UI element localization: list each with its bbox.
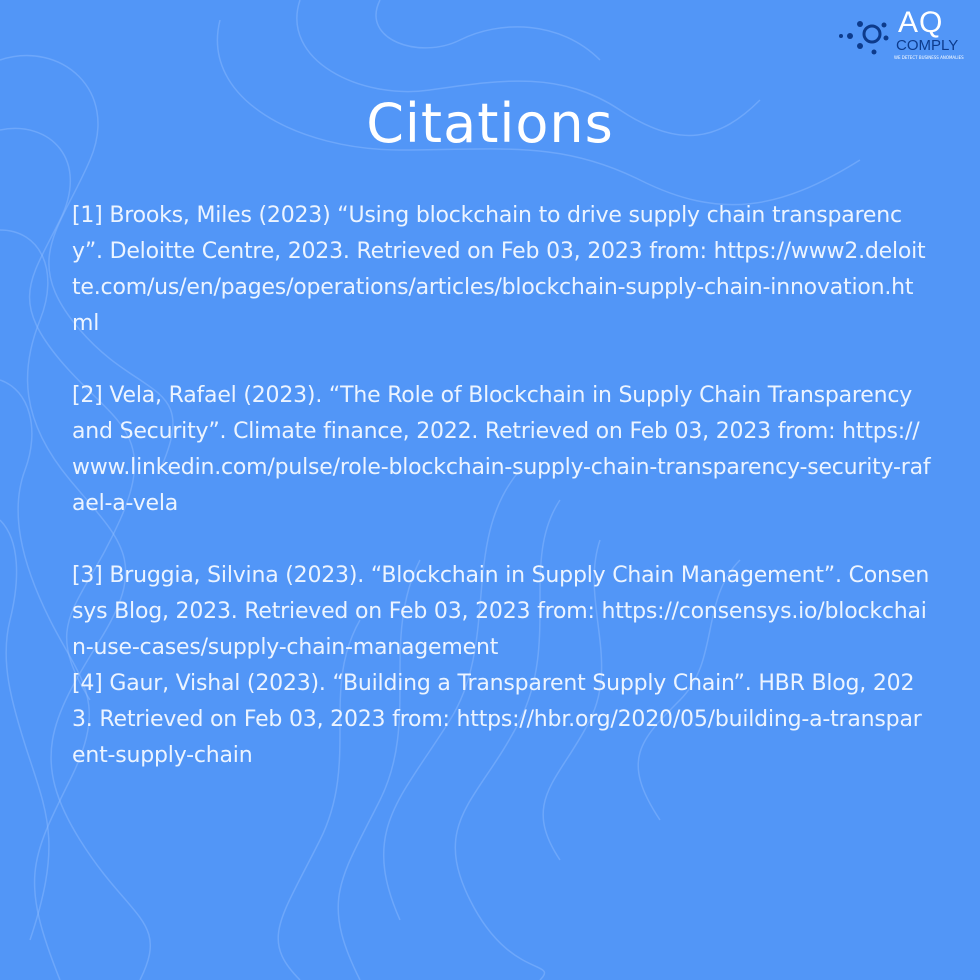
citation-item-2: [2] Vela, Rafael (2023). “The Role of Blockchain in Supply Chain Transparency and Security”. Climate finance, 2022. Retrieved on Feb 03, 2023 from: https://www.linkedin.com/pulse/role-blockchain-supply-chain-transparency-security-rafael-a-vela [72, 383, 931, 516]
logo-dots-icon [838, 20, 890, 64]
page-title: Citations [366, 92, 614, 155]
citations-list [72, 198, 932, 774]
brand-logo [838, 8, 978, 64]
citation-item-4: [4] Gaur, Vishal (2023). “Building a Transparent Supply Chain”. HBR Blog, 2023. Retrieved on Feb 03, 2023 from: https://hbr.org/2020/05/building-a-transparent-supply-chain [72, 671, 922, 768]
logo-wordmark-comply: COMPLY [896, 37, 959, 54]
citation-item-1: [1] Brooks, Miles (2023) “Using blockchain to drive supply chain transparency”. Deloitte Centre, 2023. Retrieved on Feb 03, 2023 from: https://www2.deloitte.com/us/en/pages/operations/articles/blockchain-supply-chain-innovation.html [72, 203, 926, 336]
logo-wordmark-aq: AQ [898, 6, 944, 39]
citation-item-3: [3] Bruggia, Silvina (2023). “Blockchain in Supply Chain Management”. Consensys Blog, 2023. Retrieved on Feb 03, 2023 from: https://consensys.io/blockchain-use-cases/supply-chain-management [72, 563, 930, 660]
logo-tagline: WE DETECT BUSINESS ANOMALIES [894, 55, 964, 60]
